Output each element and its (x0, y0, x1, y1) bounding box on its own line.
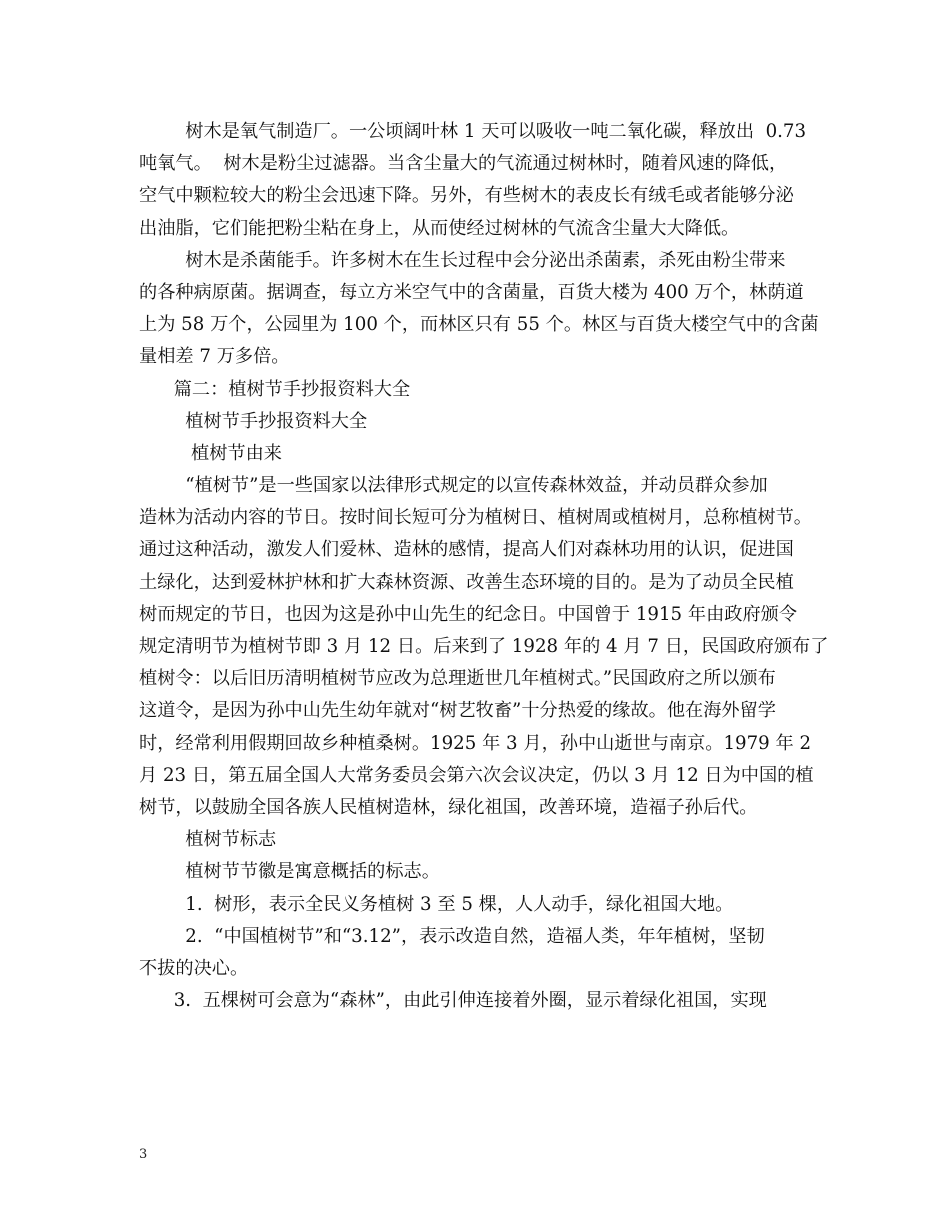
section-title: 植树节手抄报资料大全 (139, 410, 368, 432)
subheading: 植树节由来 (139, 442, 282, 464)
subheading: 植树节标志 (139, 829, 277, 851)
body-line: 这道令，是因为孙中山先生幼年就对“树艺牧畜”十分热爱的缘故。他在海外留学 (139, 700, 776, 722)
body-line: 时，经常利用假期回故乡种植桑树。1925 年 3 月，孙中山逝世与南京。1979 年 2 (139, 732, 812, 754)
body-line: 植树令：以后旧历清明植树节应改为总理逝世几年植树式。”民国政府之所以颁布 (139, 668, 776, 690)
body-line: 树木是氧气制造厂。一公顷阔叶林 1 天可以吸收一吨二氧化碳，释放出 0.73 (139, 121, 807, 142)
body-line: 树木是杀菌能手。许多树木在生长过程中会分泌出杀菌素，杀死由粉尘带来 (139, 249, 786, 271)
body-line: 量相差 7 万多倍。 (139, 346, 290, 368)
body-line: 规定清明节为植树节即 3 月 12 日。后来到了 1928 年的 4 月 7 日，民国政府颁布了 (139, 636, 829, 657)
list-item-continuation: 不拔的决心。 (139, 957, 249, 979)
body-line: 吨氧气。 树木是粉尘过滤器。当含尘量大的气流通过树林时，随着风速的降低， (139, 153, 788, 175)
body-line: 出油脂，它们能把粉尘粘在身上，从而使经过树林的气流含尘量大大降低。 (139, 217, 740, 239)
body-line: 上为 58 万个，公园里为 100 个，而林区只有 55 个。林区与百货大楼空气中的含菌 (139, 314, 819, 336)
list-item: 3. 五棵树可会意为“森林”，由此引伸连接着外圈，显示着绿化祖国，实现 (139, 990, 767, 1012)
list-item: 1. 树形，表示全民义务植树 3 至 5 棵，人人动手，绿化祖国大地。 (139, 893, 734, 915)
body-line: 通过这种活动，激发人们爱林、造林的感情，提高人们对森林功用的认识，促进国 (139, 539, 794, 561)
body-line: 树节，以鼓励全国各族人民植树造林，绿化祖国，改善环境，造福子孙后代。 (139, 796, 758, 818)
body-line: “植树节”是一些国家以法律形式规定的以宣传森林效益，并动员群众参加 (139, 475, 768, 497)
body-line: 的各种病原菌。据调查，每立方米空气中的含菌量，百货大楼为 400 万个，林荫道 (139, 281, 804, 303)
list-item: 2. “中国植树节”和“3.12”，表示改造自然，造福人类，年年植树，坚韧 (139, 925, 765, 947)
document-body (139, 116, 829, 1017)
body-line: 空气中颗粒较大的粉尘会迅速下降。另外，有些树木的表皮长有绒毛或者能够分泌 (139, 185, 794, 207)
body-line: 树而规定的节日，也因为这是孙中山先生的纪念日。中国曾于 1915 年由政府颁令 (139, 603, 798, 625)
body-line: 植树节节徽是寓意概括的标志。 (139, 861, 440, 883)
body-line: 造林为活动内容的节日。按时间长短可分为植树日、植树周或植树月，总称植树节。 (139, 507, 812, 529)
body-line: 月 23 日，第五届全国人大常务委员会第六次会议决定，仍以 3 月 12 日为中国的植 (139, 764, 814, 786)
page-number: 3 (139, 1147, 148, 1162)
body-line: 土绿化，达到爱林护林和扩大森林资源、改善生态环境的目的。是为了动员全民植 (139, 571, 794, 593)
section-heading: 篇二：植树节手抄报资料大全 (139, 378, 411, 400)
